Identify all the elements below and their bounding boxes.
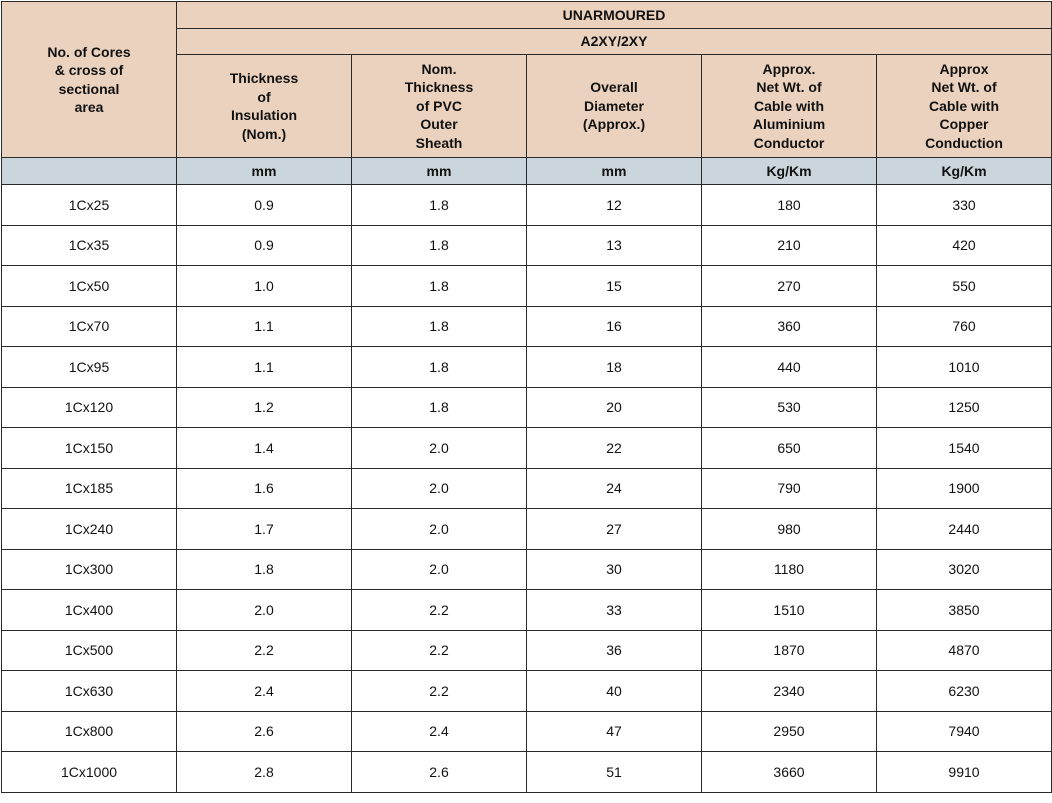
value-cell: 1250 xyxy=(877,387,1052,428)
group-title: UNARMOURED xyxy=(177,2,1052,29)
unit-cell: mm xyxy=(352,158,527,185)
value-cell: 0.9 xyxy=(177,225,352,266)
copper-weight-header-line: Conduction xyxy=(925,134,1003,151)
aluminium-weight-header xyxy=(702,55,877,158)
value-cell: 360 xyxy=(702,306,877,347)
value-cell: 2.4 xyxy=(177,671,352,712)
value-cell: 36 xyxy=(527,630,702,671)
value-cell: 1.4 xyxy=(177,428,352,469)
value-cell: 12 xyxy=(527,185,702,226)
insulation-thickness-header xyxy=(177,55,352,158)
cable-spec-table xyxy=(1,1,1052,793)
table-row xyxy=(2,347,1052,388)
value-cell: 51 xyxy=(527,752,702,793)
unit-cell: mm xyxy=(177,158,352,185)
overall-diameter-header-line: (Approx.) xyxy=(582,116,646,133)
table-row xyxy=(2,225,1052,266)
value-cell: 20 xyxy=(527,387,702,428)
value-cell: 790 xyxy=(702,468,877,509)
units-row xyxy=(2,158,1052,185)
insulation-thickness-header-line: Thickness xyxy=(229,70,299,86)
sheath-thickness-header-line: Thickness xyxy=(404,79,474,96)
table-row xyxy=(2,671,1052,712)
cores-cell: 1Cx300 xyxy=(2,549,177,590)
table-row xyxy=(2,711,1052,752)
unit-cell: Kg/Km xyxy=(877,158,1052,185)
value-cell: 13 xyxy=(527,225,702,266)
value-cell: 15 xyxy=(527,266,702,307)
value-cell: 47 xyxy=(527,711,702,752)
value-cell: 1510 xyxy=(702,590,877,631)
value-cell: 1010 xyxy=(877,347,1052,388)
cores-cell: 1Cx95 xyxy=(2,347,177,388)
value-cell: 1900 xyxy=(877,468,1052,509)
value-cell: 22 xyxy=(527,428,702,469)
value-cell: 18 xyxy=(527,347,702,388)
cores-cell: 1Cx800 xyxy=(2,711,177,752)
cores-cell: 1Cx630 xyxy=(2,671,177,712)
value-cell: 1.8 xyxy=(352,347,527,388)
table-row xyxy=(2,306,1052,347)
copper-weight-header-line: Net Wt. of xyxy=(931,79,997,96)
value-cell: 760 xyxy=(877,306,1052,347)
table-row xyxy=(2,509,1052,550)
value-cell: 1180 xyxy=(702,549,877,590)
cores-header-line: area xyxy=(74,99,104,115)
value-cell: 40 xyxy=(527,671,702,712)
sheath-thickness-header-line: Outer xyxy=(420,116,458,133)
value-cell: 980 xyxy=(702,509,877,550)
insulation-thickness-header-line: (Nom.) xyxy=(241,125,287,142)
value-cell: 3660 xyxy=(702,752,877,793)
value-cell: 1.8 xyxy=(352,266,527,307)
cores-cell: 1Cx500 xyxy=(2,630,177,671)
cores-header-cell xyxy=(2,2,177,158)
value-cell: 2.2 xyxy=(352,671,527,712)
cores-cell: 1Cx70 xyxy=(2,306,177,347)
value-cell: 1.2 xyxy=(177,387,352,428)
table-row xyxy=(2,428,1052,469)
value-cell: 1.1 xyxy=(177,347,352,388)
cores-cell: 1Cx240 xyxy=(2,509,177,550)
value-cell: 1540 xyxy=(877,428,1052,469)
value-cell: 1.8 xyxy=(352,185,527,226)
cores-header-line: No. of Cores xyxy=(47,43,131,60)
insulation-thickness-header-line: Insulation xyxy=(230,107,298,123)
value-cell: 2.6 xyxy=(177,711,352,752)
value-cell: 1.8 xyxy=(352,387,527,428)
value-cell: 180 xyxy=(702,185,877,226)
value-cell: 2.0 xyxy=(352,428,527,469)
value-cell: 2.2 xyxy=(177,630,352,671)
value-cell: 2.4 xyxy=(352,711,527,752)
overall-diameter-header-line: Diameter xyxy=(584,97,644,114)
value-cell: 3020 xyxy=(877,549,1052,590)
copper-weight-header-line: Approx xyxy=(939,60,989,77)
value-cell: 0.9 xyxy=(177,185,352,226)
value-cell: 2.8 xyxy=(177,752,352,793)
cores-header-line: & cross of xyxy=(54,62,124,78)
table-row xyxy=(2,549,1052,590)
value-cell: 650 xyxy=(702,428,877,469)
value-cell: 2.0 xyxy=(352,468,527,509)
unit-cell: mm xyxy=(527,158,702,185)
value-cell: 1.1 xyxy=(177,306,352,347)
overall-diameter-header-line: Overall xyxy=(590,79,638,96)
value-cell: 4870 xyxy=(877,630,1052,671)
cores-cell: 1Cx35 xyxy=(2,225,177,266)
copper-weight-header-line: Cable with xyxy=(928,97,999,114)
value-cell: 1870 xyxy=(702,630,877,671)
aluminium-weight-header-line: Conductor xyxy=(753,134,825,151)
cores-cell: 1Cx400 xyxy=(2,590,177,631)
value-cell: 2.0 xyxy=(352,549,527,590)
value-cell: 27 xyxy=(527,509,702,550)
table-row xyxy=(2,630,1052,671)
value-cell: 1.8 xyxy=(352,306,527,347)
value-cell: 1.7 xyxy=(177,509,352,550)
value-cell: 9910 xyxy=(877,752,1052,793)
table-row xyxy=(2,590,1052,631)
table-row xyxy=(2,752,1052,793)
value-cell: 2.2 xyxy=(352,630,527,671)
value-cell: 440 xyxy=(702,347,877,388)
table-row xyxy=(2,387,1052,428)
cores-header-line: sectional xyxy=(58,80,120,97)
value-cell: 2440 xyxy=(877,509,1052,550)
value-cell: 2950 xyxy=(702,711,877,752)
overall-diameter-header xyxy=(527,55,702,158)
value-cell: 6230 xyxy=(877,671,1052,712)
table-row xyxy=(2,185,1052,226)
value-cell: 2.0 xyxy=(352,509,527,550)
sub-title: A2XY/2XY xyxy=(177,29,1052,55)
value-cell: 2.6 xyxy=(352,752,527,793)
value-cell: 550 xyxy=(877,266,1052,307)
cores-cell: 1Cx185 xyxy=(2,468,177,509)
aluminium-weight-header-line: Aluminium xyxy=(752,116,826,133)
value-cell: 7940 xyxy=(877,711,1052,752)
value-cell: 1.0 xyxy=(177,266,352,307)
value-cell: 24 xyxy=(527,468,702,509)
unit-cell: Kg/Km xyxy=(702,158,877,185)
value-cell: 30 xyxy=(527,549,702,590)
value-cell: 1.6 xyxy=(177,468,352,509)
cores-cell: 1Cx25 xyxy=(2,185,177,226)
value-cell: 33 xyxy=(527,590,702,631)
unit-cell xyxy=(2,158,177,185)
aluminium-weight-header-line: Net Wt. of xyxy=(756,79,822,96)
sheath-thickness-header-line: Sheath xyxy=(415,134,463,151)
value-cell: 16 xyxy=(527,306,702,347)
sheath-thickness-header xyxy=(352,55,527,158)
copper-weight-header-line: Copper xyxy=(939,116,989,133)
copper-weight-header xyxy=(877,55,1052,158)
value-cell: 2.0 xyxy=(177,590,352,631)
value-cell: 3850 xyxy=(877,590,1052,631)
cores-cell: 1Cx50 xyxy=(2,266,177,307)
value-cell: 330 xyxy=(877,185,1052,226)
table-row xyxy=(2,266,1052,307)
insulation-thickness-header-line: of xyxy=(257,88,271,105)
value-cell: 2340 xyxy=(702,671,877,712)
sheath-thickness-header-line: of PVC xyxy=(416,97,462,114)
aluminium-weight-header-line: Approx. xyxy=(762,60,816,77)
value-cell: 1.8 xyxy=(177,549,352,590)
cores-cell: 1Cx120 xyxy=(2,387,177,428)
value-cell: 1.8 xyxy=(352,225,527,266)
value-cell: 420 xyxy=(877,225,1052,266)
value-cell: 2.2 xyxy=(352,590,527,631)
aluminium-weight-header-line: Cable with xyxy=(753,97,824,114)
cores-cell: 1Cx1000 xyxy=(2,752,177,793)
value-cell: 270 xyxy=(702,266,877,307)
table-row xyxy=(2,468,1052,509)
sheath-thickness-header-line: Nom. xyxy=(421,60,457,77)
cores-cell: 1Cx150 xyxy=(2,428,177,469)
value-cell: 210 xyxy=(702,225,877,266)
value-cell: 530 xyxy=(702,387,877,428)
